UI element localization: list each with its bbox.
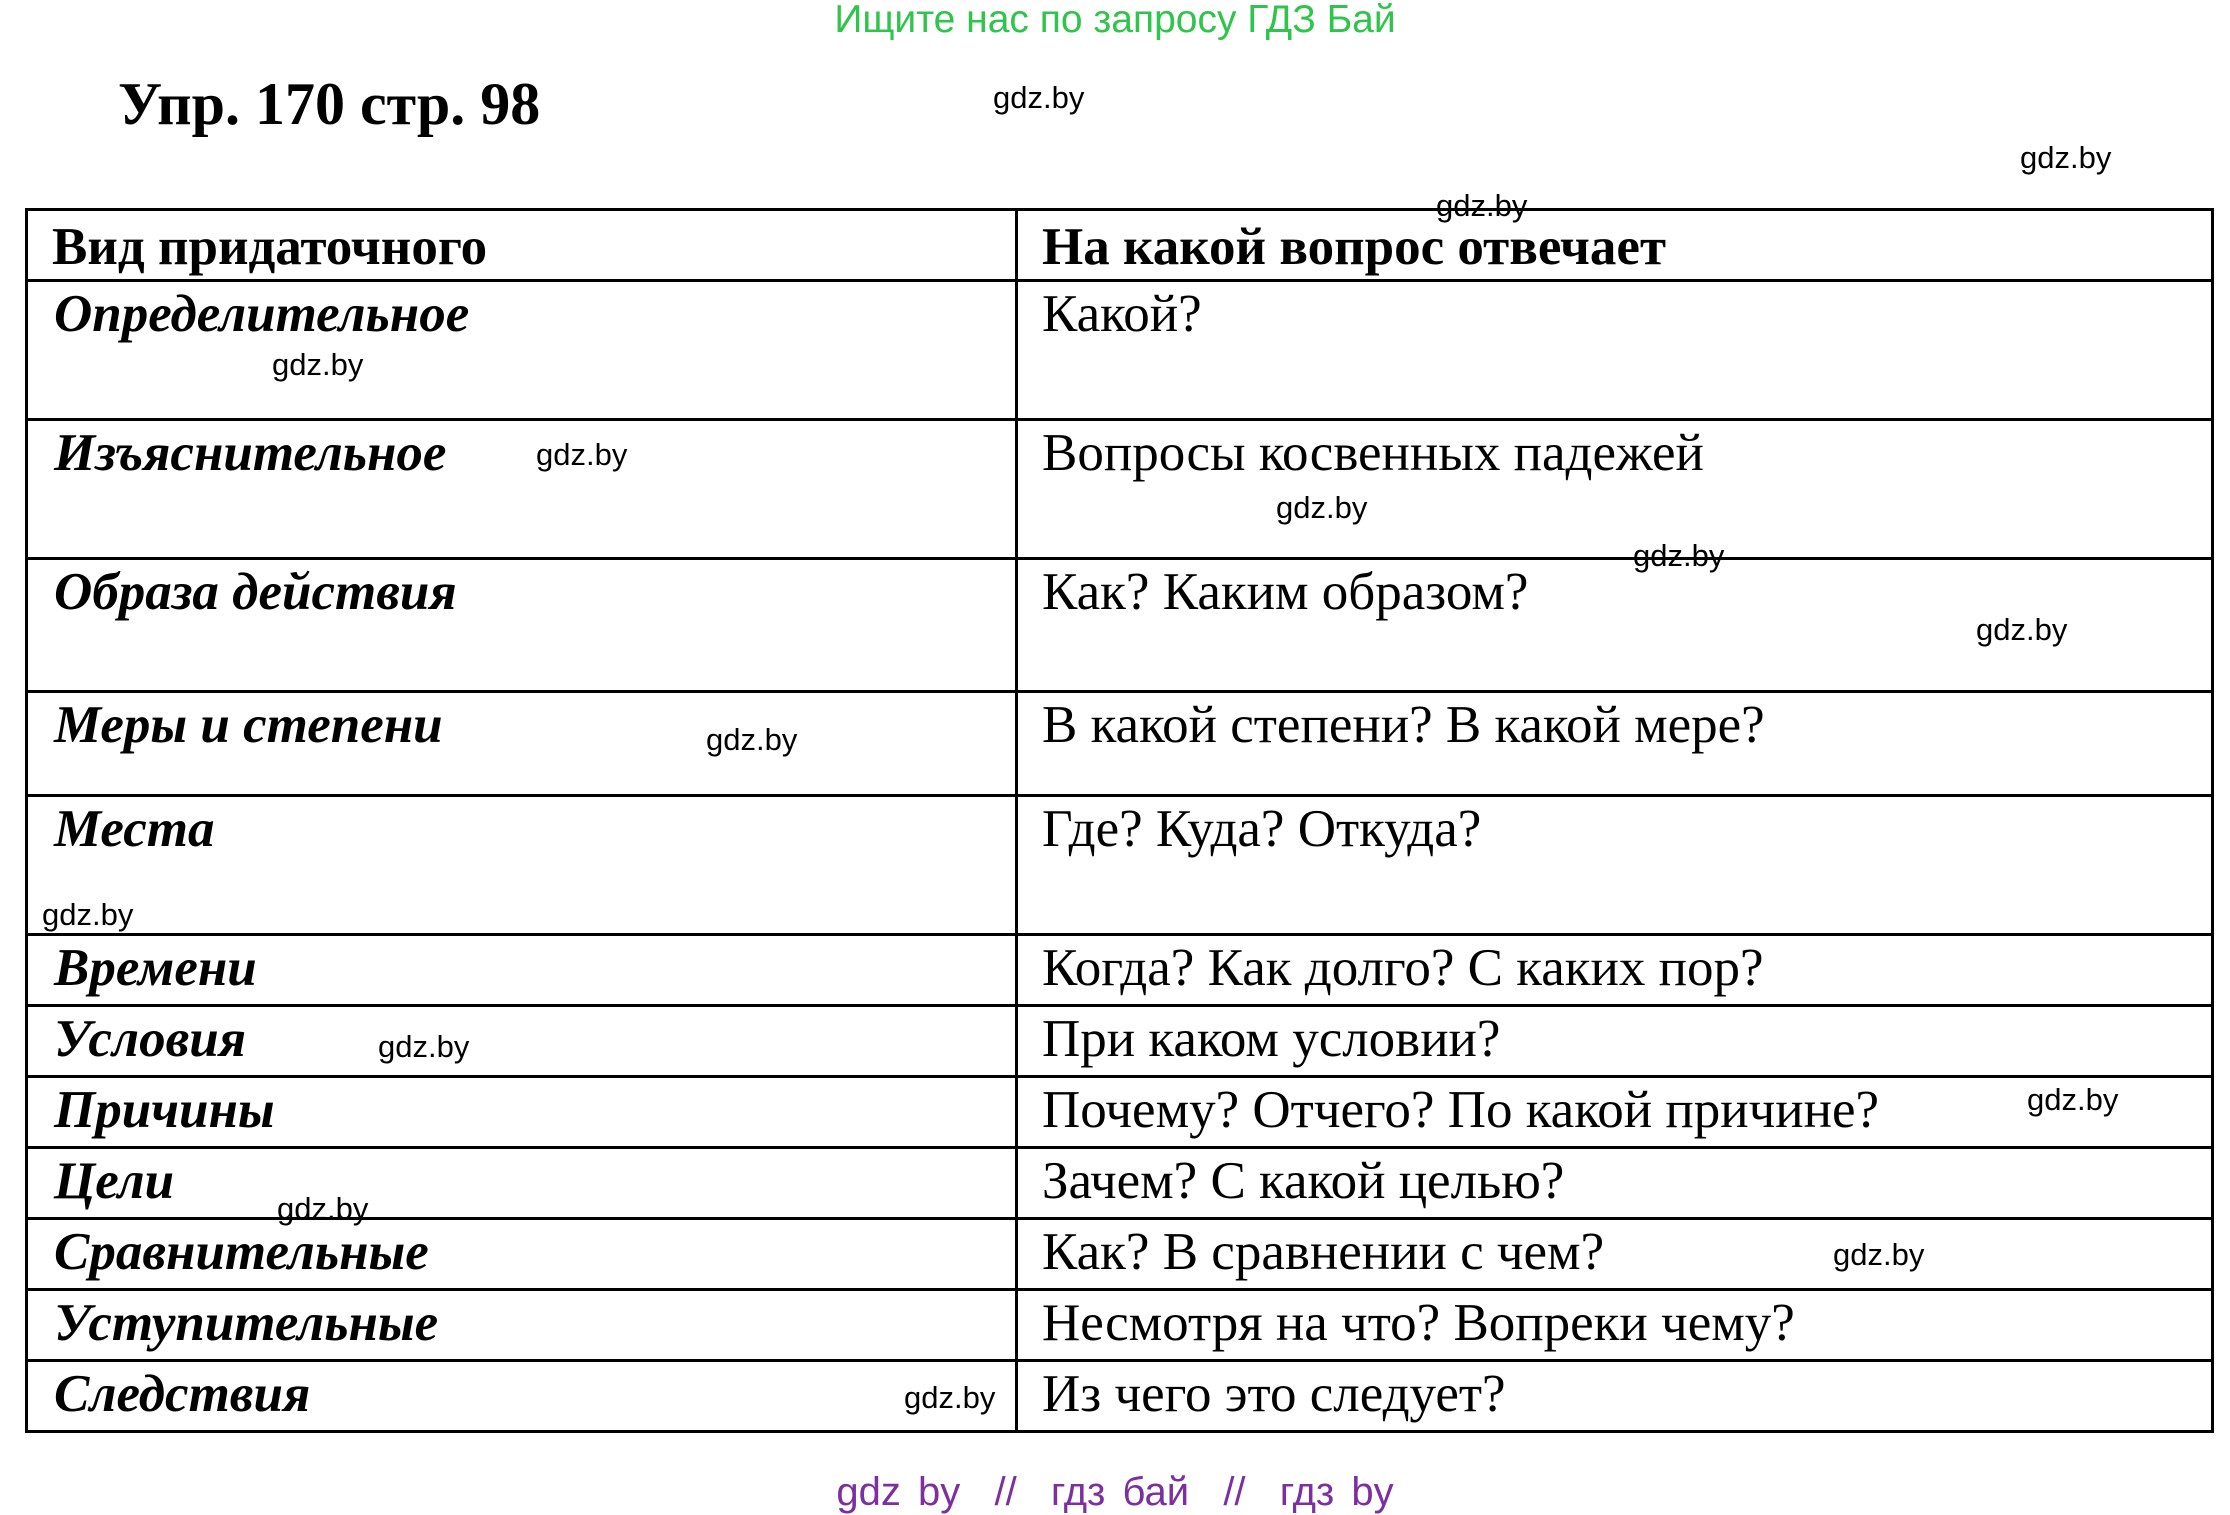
- watermark: gdz.by: [378, 1029, 470, 1064]
- question-cell: Как? В сравнении с чем?: [1017, 1219, 2213, 1290]
- exercise-title: Упр. 170 стр. 98: [118, 71, 541, 137]
- watermark: gdz.by: [993, 80, 1085, 115]
- watermark: gdz.by: [1436, 188, 1528, 223]
- question-cell: Несмотря на что? Вопреки чему?: [1017, 1290, 2213, 1361]
- watermark: gdz.by: [1633, 538, 1725, 573]
- table-row: [27, 796, 2213, 935]
- question-cell: Где? Куда? Откуда?: [1017, 796, 2213, 935]
- watermark: gdz.by: [272, 347, 364, 382]
- clause-type-cell: Уступительные: [27, 1290, 1017, 1361]
- clause-type-cell: Причины: [27, 1077, 1017, 1148]
- table-row: [27, 420, 2213, 559]
- watermark: gdz.by: [42, 897, 134, 932]
- table-row: [27, 935, 2213, 1006]
- watermark: gdz.by: [536, 437, 628, 472]
- question-cell: Когда? Как долго? С каких пор?: [1017, 935, 2213, 1006]
- watermark: gdz.by: [1833, 1237, 1925, 1272]
- question-cell: При каком условии?: [1017, 1006, 2213, 1077]
- footer-watermark: gdz by // гдз бай // гдз by: [836, 1470, 1394, 1514]
- clause-type-cell: Образа действия: [27, 559, 1017, 692]
- clause-type-cell: Условия: [27, 1006, 1017, 1077]
- table-row: [27, 692, 2213, 796]
- watermark: gdz.by: [2027, 1082, 2119, 1117]
- header-question: На какой вопрос отвечает: [1017, 210, 2213, 281]
- promo-banner: Ищите нас по запросу ГДЗ Бай: [834, 0, 1396, 41]
- clause-type-cell: Меры и степени: [27, 692, 1017, 796]
- watermark: gdz.by: [1276, 490, 1368, 525]
- clause-type-cell: Цели: [27, 1148, 1017, 1219]
- clause-type-cell: Времени: [27, 935, 1017, 1006]
- table-row: [27, 1290, 2213, 1361]
- watermark: gdz.by: [706, 722, 798, 757]
- question-cell: Вопросы косвенных падежей: [1017, 420, 2213, 559]
- clause-type-cell: Определительное: [27, 281, 1017, 420]
- question-cell: Какой?: [1017, 281, 2213, 420]
- clause-type-cell: Места: [27, 796, 1017, 935]
- table-row: [27, 1077, 2213, 1148]
- table-row: [27, 559, 2213, 692]
- watermark: gdz.by: [1976, 612, 2068, 647]
- table-row: [27, 1361, 2213, 1432]
- clause-type-cell: Сравнительные: [27, 1219, 1017, 1290]
- table-row: [27, 1006, 2213, 1077]
- question-cell: Зачем? С какой целью?: [1017, 1148, 2213, 1219]
- watermark: gdz.by: [2020, 140, 2112, 175]
- question-cell: Как? Каким образом?: [1017, 559, 2213, 692]
- question-cell: В какой степени? В какой мере?: [1017, 692, 2213, 796]
- watermark: gdz.by: [904, 1380, 996, 1415]
- watermark: gdz.by: [277, 1191, 369, 1226]
- clause-type-cell: Следствия: [27, 1361, 1017, 1432]
- question-cell: Из чего это следует?: [1017, 1361, 2213, 1432]
- clause-type-cell: Изъяснительное: [27, 420, 1017, 559]
- question-cell: Почему? Отчего? По какой причине?: [1017, 1077, 2213, 1148]
- header-clause-type: Вид придаточного: [27, 210, 1017, 281]
- table-header-row: [27, 210, 2213, 281]
